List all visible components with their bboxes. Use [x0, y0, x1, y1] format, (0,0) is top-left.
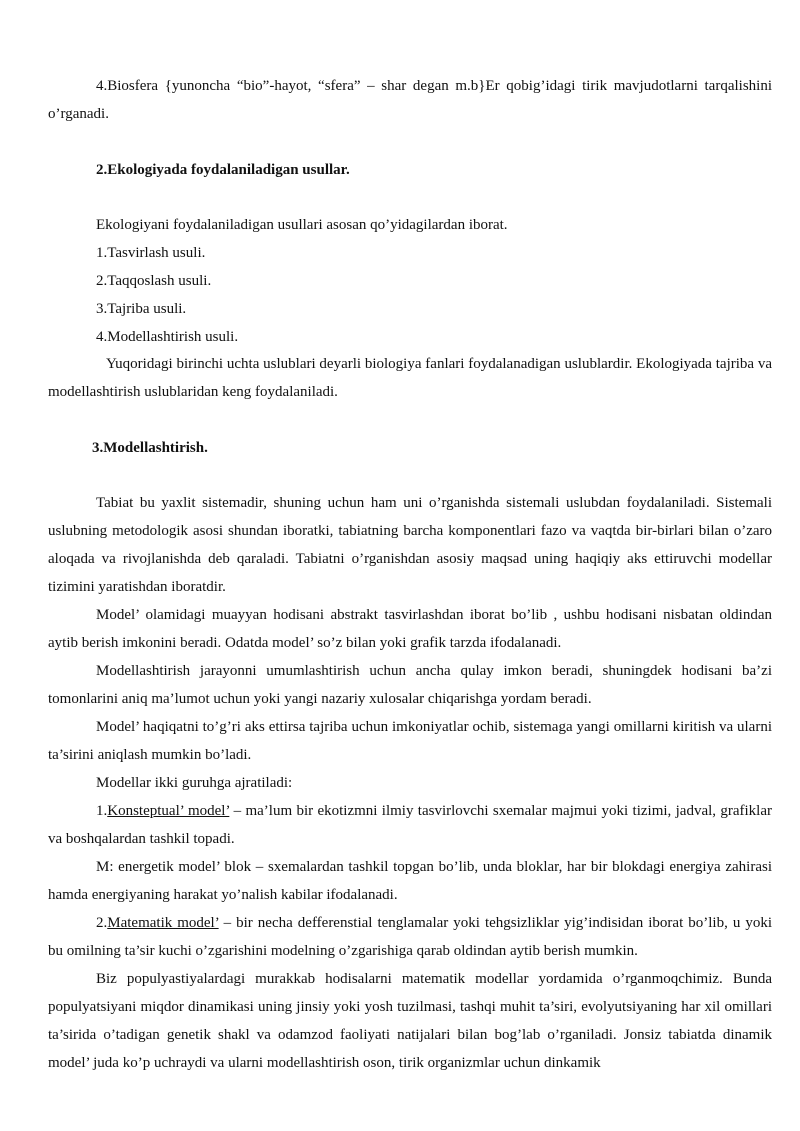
- method-item: 4.Modellashtirish usuli.: [96, 329, 239, 345]
- method-item: 2.Taqqoslash usuli.: [96, 273, 212, 289]
- paragraph-model-groups: Modellar ikki guruhga ajratiladi:: [96, 775, 293, 791]
- paragraph-biosfera: 4.Biosfera {yunoncha “bio”-hayot, “sfera” – shar degan m.b}Er qobig’idagi tirik mavjudotlarni tarqalishini o’rganadi.: [48, 78, 772, 122]
- list-number: 1.: [96, 803, 108, 819]
- section-heading-modeling: 3.Modellashtirish.: [92, 440, 208, 456]
- paragraph-model-haqiqatni: Model’ haqiqatni to’g’ri aks ettirsa tajriba uchun imkoniyatlar ochib, sistemaga yangi omillarni kiritish va ularni ta’sirini aniqlash mumkin bo’ladi.: [48, 719, 772, 763]
- paragraph-conceptual-model: [48, 797, 772, 853]
- paragraph-tabiat: Tabiat bu yaxlit sistemadir, shuning uchun ham uni o’rganishda sistemali uslubdan foydalaniladi. Sistemali uslubning metodologik asosi shundan iboratki, tabiatning barcha komponentlari fazo va vaqtda bir-birlari bilan o’zaro aloqada va rivojlanishda deb qaraladi. Tabiatni o’rganishdan asosiy maqsad uning haqiqiy aks ettiruvchi modellar tizimini yaratishdan iboratdir.: [48, 495, 772, 595]
- paragraph-energetic-model: M: energetik model’ blok – sxemalardan tashkil topgan bo’lib, unda bloklar, har bir blokdagi energiya zahirasi hamda energiyaning harakat yo’nalish kabilar ifodalanadi.: [48, 859, 772, 903]
- method-item: 1.Tasvirlash usuli.: [96, 245, 206, 261]
- paragraph-mathematical-model: [48, 909, 772, 965]
- definition-text: – ma’lum bir ekotizmni ilmiy tasvirlovchi sxemalar majmui yoki tizimi, jadval, grafiklar va boshqalardan tashkil topadi.: [48, 803, 772, 847]
- method-item: 3.Tajriba usuli.: [96, 301, 187, 317]
- definition-text: – bir necha defferenstial tenglamalar yoki tehgsizliklar yig’indisidan iborat bo’lib, u yoki bu omilning ta’sir kuchi o’zgarishini modelning o’zgarishiga qarab oldindan aytib berish mumkin.: [48, 915, 773, 959]
- section-heading-methods: 2.Ekologiyada foydalaniladigan usullar.: [96, 162, 350, 178]
- list-number: 2.: [96, 915, 108, 931]
- methods-intro: Ekologiyani foydalaniladigan usullari asosan qo’yidagilardan iborat.: [96, 217, 508, 233]
- term-mathematical-model: Matematik model’: [107, 915, 219, 931]
- term-conceptual-model: Konsteptual’ model’: [107, 803, 230, 819]
- paragraph-model-definition: Model’ olamidagi muayyan hodisani abstrakt tasvirlashdan iborat bo’lib , ushbu hodisani nisbatan oldindan aytib berish imkonini beradi. Odatda model’ so’z bilan yoki grafik tarzda ifodalanadi.: [48, 607, 772, 651]
- paragraph-yuqoridagi: Yuqoridagi birinchi uchta uslublari deyarli biologiya fanlari foydalanadigan uslublardir. Ekologiyada tajriba va modellashtirish uslublaridan keng foydalaniladi.: [48, 356, 772, 400]
- paragraph-modellashtirish: Modellashtirish jarayonni umumlashtirish uchun ancha qulay imkon beradi, shuningdek hodisani ba’zi tomonlarini aniq ma’lumot uchun yoki yangi nazariy xulosalar chiqarishga yordam beradi.: [48, 663, 772, 707]
- paragraph-population: Biz populyastiyalardagi murakkab hodisalarni matematik modellar yordamida o’rganmoqchimiz. Bunda populyatsiyani miqdor dinamikasi uning jinsiy yoki yosh tuzilmasi, tashqi muhit ta’siri, evolyutsiyaning har xil omillari ta’sirida o’tadigan genetik shakl va odamzod faoliyati natijalari bilan bog’lab o’rganiladi. Jonsiz tabiatda dinamik model’ juda ko’p uchraydi va ularni modellashtirish oson, tirik organizmlar uchun dinkamik: [48, 971, 772, 1071]
